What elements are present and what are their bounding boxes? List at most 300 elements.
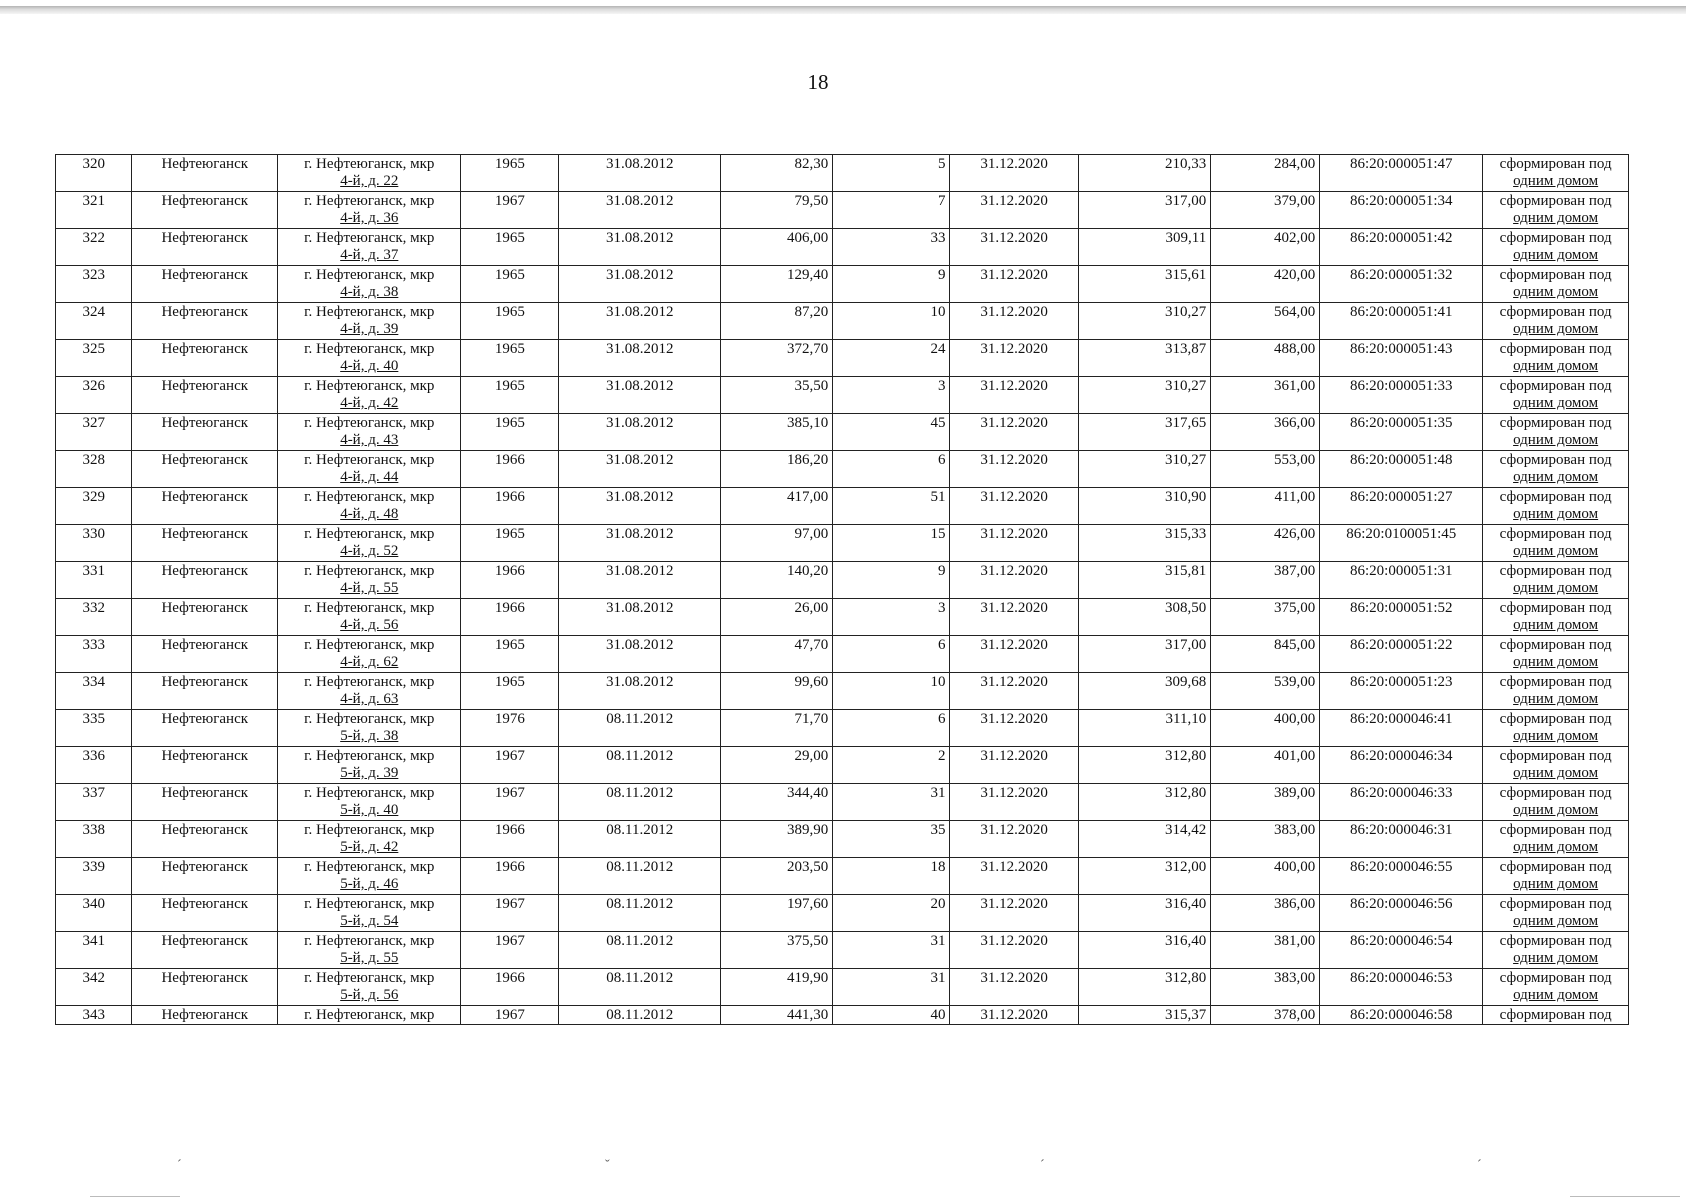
- cell-value-b: [1211, 340, 1320, 377]
- cell-area: [721, 562, 833, 599]
- cell-value-a: [1078, 303, 1210, 340]
- cell-address-line: 4-й, д. 63: [340, 691, 399, 707]
- cell-status-line: одним домом: [1513, 728, 1599, 744]
- cell-value-b: [1211, 1006, 1320, 1025]
- cell-area-line: 186,20: [787, 452, 829, 468]
- cell-cadastral-line: 86:20:000051:34: [1349, 193, 1453, 209]
- cell-number: [56, 340, 132, 377]
- cell-cadastral-line: 86:20:000051:33: [1349, 378, 1453, 394]
- cell-value-a: [1078, 636, 1210, 673]
- cell-city-line: Нефтеюганск: [161, 1007, 249, 1023]
- cell-date-line: 31.08.2012: [605, 415, 674, 431]
- cell-area-line: 79,50: [794, 193, 829, 209]
- cell-count: [833, 969, 950, 1006]
- cell-value-b: [1211, 562, 1320, 599]
- cell-deadline-line: 31.12.2020: [980, 452, 1048, 468]
- cell-year: [461, 229, 559, 266]
- cell-count-line: 6: [937, 711, 946, 727]
- cell-cadastral: [1320, 784, 1483, 821]
- cell-count-line: 9: [937, 563, 946, 579]
- cell-status-line: сформирован под: [1499, 489, 1612, 505]
- cell-cadastral-line: 86:20:0100051:45: [1346, 526, 1457, 542]
- cell-status-line: одним домом: [1513, 654, 1599, 670]
- cell-address-line: г. Нефтеюганск, мкр: [304, 415, 435, 431]
- cell-city-line: Нефтеюганск: [161, 489, 249, 505]
- cell-city-line: Нефтеюганск: [161, 378, 249, 394]
- cell-value-b-line: 383,00: [1274, 822, 1316, 838]
- cell-date: [559, 969, 721, 1006]
- cell-address-line: 4-й, д. 38: [340, 284, 399, 300]
- cell-value-a: [1078, 451, 1210, 488]
- cell-number: [56, 821, 132, 858]
- cell-value-b: [1211, 525, 1320, 562]
- cell-number-line: 341: [82, 933, 105, 949]
- cell-area: [721, 932, 833, 969]
- cell-area: [721, 192, 833, 229]
- cell-address: [278, 747, 461, 784]
- cell-value-a-line: 308,50: [1165, 600, 1207, 616]
- cell-number-line: 343: [82, 1007, 105, 1023]
- cell-status: [1483, 266, 1629, 303]
- cell-value-b-line: 386,00: [1274, 896, 1316, 912]
- cell-deadline-line: 31.12.2020: [980, 933, 1048, 949]
- cell-count-line: 10: [930, 304, 946, 320]
- cell-value-a-line: 310,90: [1165, 489, 1207, 505]
- cell-status-line: одним домом: [1513, 432, 1599, 448]
- cell-date-line: 08.11.2012: [606, 785, 674, 801]
- cell-city-line: Нефтеюганск: [161, 896, 249, 912]
- cell-cadastral: [1320, 932, 1483, 969]
- cell-status-line: сформирован под: [1499, 785, 1612, 801]
- cell-address-line: 4-й, д. 44: [340, 469, 399, 485]
- cell-number: [56, 932, 132, 969]
- table-body: [56, 155, 1629, 1025]
- cell-value-a: [1078, 377, 1210, 414]
- cell-year-line: 1966: [494, 859, 525, 875]
- cell-address: [278, 895, 461, 932]
- cell-date: [559, 821, 721, 858]
- cell-cadastral: [1320, 377, 1483, 414]
- cell-number-line: 320: [82, 156, 105, 172]
- cell-count-line: 6: [937, 452, 946, 468]
- cell-address-line: 4-й, д. 62: [340, 654, 399, 670]
- cell-year-line: 1966: [494, 822, 525, 838]
- cell-status-line: сформирован под: [1499, 748, 1612, 764]
- cell-area-line: 203,50: [787, 859, 829, 875]
- cell-status-line: одним домом: [1513, 987, 1599, 1003]
- cell-value-a: [1078, 673, 1210, 710]
- cell-city: [132, 969, 278, 1006]
- cell-count: [833, 340, 950, 377]
- cell-date: [559, 488, 721, 525]
- cell-count-line: 20: [930, 896, 946, 912]
- cell-city: [132, 710, 278, 747]
- cell-status: [1483, 710, 1629, 747]
- scan-edge: [0, 6, 1686, 14]
- cell-address-line: 5-й, д. 39: [340, 765, 399, 781]
- cell-status-line: одним домом: [1513, 876, 1599, 892]
- cell-deadline: [950, 932, 1078, 969]
- cell-address-line: г. Нефтеюганск, мкр: [304, 896, 435, 912]
- cell-value-a: [1078, 1006, 1210, 1025]
- cell-count: [833, 636, 950, 673]
- cell-date: [559, 192, 721, 229]
- cell-year: [461, 155, 559, 192]
- cell-number-line: 329: [82, 489, 105, 505]
- cell-value-a: [1078, 155, 1210, 192]
- cell-status: [1483, 747, 1629, 784]
- cell-status-line: одним домом: [1513, 839, 1599, 855]
- cell-value-b: [1211, 895, 1320, 932]
- cell-address-line: г. Нефтеюганск, мкр: [304, 859, 435, 875]
- cell-city: [132, 488, 278, 525]
- cell-count: [833, 414, 950, 451]
- cell-status: [1483, 969, 1629, 1006]
- cell-count-line: 10: [930, 674, 946, 690]
- cell-status: [1483, 895, 1629, 932]
- cell-year: [461, 303, 559, 340]
- cell-date: [559, 377, 721, 414]
- cell-status: [1483, 451, 1629, 488]
- cell-area: [721, 414, 833, 451]
- cell-count-line: 7: [937, 193, 946, 209]
- cell-date: [559, 266, 721, 303]
- cell-value-a-line: 313,87: [1165, 341, 1207, 357]
- cell-number-line: 328: [82, 452, 105, 468]
- cell-deadline-line: 31.12.2020: [980, 859, 1048, 875]
- cell-deadline-line: 31.12.2020: [980, 785, 1048, 801]
- cell-year-line: 1965: [494, 230, 525, 246]
- cell-area: [721, 525, 833, 562]
- cell-cadastral: [1320, 636, 1483, 673]
- cell-status-line: одним домом: [1513, 210, 1599, 226]
- cell-value-a: [1078, 488, 1210, 525]
- cell-value-b-line: 361,00: [1274, 378, 1316, 394]
- cell-area: [721, 340, 833, 377]
- cell-area-line: 197,60: [787, 896, 829, 912]
- cell-area-line: 129,40: [787, 267, 829, 283]
- cell-status-line: сформирован под: [1499, 711, 1612, 727]
- cell-number-line: 327: [82, 415, 105, 431]
- cell-number-line: 335: [82, 711, 105, 727]
- cell-count-line: 3: [937, 378, 946, 394]
- cell-number-line: 339: [82, 859, 105, 875]
- cell-value-b-line: 553,00: [1274, 452, 1316, 468]
- cell-year: [461, 525, 559, 562]
- cell-status-line: сформирован под: [1499, 859, 1612, 875]
- cell-address-line: г. Нефтеюганск, мкр: [304, 563, 435, 579]
- cell-count-line: 3: [937, 600, 946, 616]
- table-row: [56, 969, 1629, 1006]
- cell-count-line: 15: [930, 526, 946, 542]
- cell-status-line: сформирован под: [1499, 230, 1612, 246]
- cell-deadline: [950, 747, 1078, 784]
- cell-status-line: сформирован под: [1499, 193, 1612, 209]
- cell-cadastral: [1320, 303, 1483, 340]
- cell-cadastral: [1320, 599, 1483, 636]
- cell-deadline-line: 31.12.2020: [980, 674, 1048, 690]
- cell-address-line: 5-й, д. 38: [340, 728, 399, 744]
- cell-number: [56, 784, 132, 821]
- table-row: [56, 377, 1629, 414]
- cell-number: [56, 636, 132, 673]
- cell-value-a: [1078, 192, 1210, 229]
- cell-value-b: [1211, 451, 1320, 488]
- cell-city-line: Нефтеюганск: [161, 674, 249, 690]
- cell-area: [721, 377, 833, 414]
- cell-number: [56, 525, 132, 562]
- table-row: [56, 1006, 1629, 1025]
- cell-number-line: 333: [82, 637, 105, 653]
- cell-count: [833, 155, 950, 192]
- cell-address: [278, 932, 461, 969]
- cell-address: [278, 340, 461, 377]
- cell-date-line: 08.11.2012: [606, 896, 674, 912]
- cell-count-line: 24: [930, 341, 946, 357]
- cell-city-line: Нефтеюганск: [161, 304, 249, 320]
- cell-value-b: [1211, 266, 1320, 303]
- cell-count: [833, 710, 950, 747]
- cell-city-line: Нефтеюганск: [161, 637, 249, 653]
- cell-address: [278, 562, 461, 599]
- cell-number: [56, 1006, 132, 1025]
- cell-deadline: [950, 636, 1078, 673]
- cell-year: [461, 451, 559, 488]
- cell-value-b: [1211, 414, 1320, 451]
- cell-date: [559, 451, 721, 488]
- cell-date-line: 31.08.2012: [605, 489, 674, 505]
- cell-city-line: Нефтеюганск: [161, 452, 249, 468]
- cell-status-line: сформирован под: [1499, 304, 1612, 320]
- cell-deadline-line: 31.12.2020: [980, 267, 1048, 283]
- cell-address-line: г. Нефтеюганск, мкр: [304, 933, 435, 949]
- table-row: [56, 303, 1629, 340]
- cell-number: [56, 858, 132, 895]
- cell-value-a-line: 315,81: [1165, 563, 1207, 579]
- cell-address-line: г. Нефтеюганск, мкр: [304, 785, 435, 801]
- cell-number-line: 337: [82, 785, 105, 801]
- cell-number-line: 338: [82, 822, 105, 838]
- cell-address-line: г. Нефтеюганск, мкр: [304, 674, 435, 690]
- cell-cadastral-line: 86:20:000051:35: [1349, 415, 1453, 431]
- cell-deadline: [950, 229, 1078, 266]
- cell-address-line: г. Нефтеюганск, мкр: [304, 193, 435, 209]
- cell-city-line: Нефтеюганск: [161, 600, 249, 616]
- cell-area: [721, 858, 833, 895]
- cell-value-b-line: 375,00: [1274, 600, 1316, 616]
- cell-address: [278, 969, 461, 1006]
- cell-value-a-line: 311,10: [1165, 711, 1207, 727]
- cell-area-line: 99,60: [794, 674, 829, 690]
- cell-cadastral: [1320, 858, 1483, 895]
- cell-status: [1483, 229, 1629, 266]
- cell-year: [461, 784, 559, 821]
- cell-cadastral-line: 86:20:000051:47: [1349, 156, 1453, 172]
- cell-deadline: [950, 266, 1078, 303]
- table-row: [56, 414, 1629, 451]
- cell-year-line: 1967: [494, 785, 525, 801]
- cell-area-line: 87,20: [794, 304, 829, 320]
- cell-status-line: одним домом: [1513, 580, 1599, 596]
- cell-city: [132, 784, 278, 821]
- cell-count-line: 5: [937, 156, 946, 172]
- cell-address-line: г. Нефтеюганск, мкр: [304, 711, 435, 727]
- cell-count: [833, 377, 950, 414]
- cell-city: [132, 303, 278, 340]
- cell-area-line: 26,00: [794, 600, 829, 616]
- cell-address-line: 4-й, д. 37: [340, 247, 399, 263]
- cell-date-line: 08.11.2012: [606, 711, 674, 727]
- cell-value-b: [1211, 303, 1320, 340]
- cell-cadastral: [1320, 747, 1483, 784]
- cell-value-a-line: 315,61: [1165, 267, 1207, 283]
- cell-value-a-line: 310,27: [1165, 304, 1207, 320]
- cell-value-b: [1211, 784, 1320, 821]
- cell-area: [721, 673, 833, 710]
- cell-cadastral: [1320, 562, 1483, 599]
- cell-value-b: [1211, 710, 1320, 747]
- table-row: [56, 340, 1629, 377]
- cell-deadline: [950, 340, 1078, 377]
- cell-status: [1483, 377, 1629, 414]
- cell-value-a-line: 317,00: [1165, 193, 1207, 209]
- cell-address-line: 4-й, д. 56: [340, 617, 399, 633]
- cell-number: [56, 895, 132, 932]
- cell-count: [833, 192, 950, 229]
- cell-city: [132, 895, 278, 932]
- cell-status-line: одним домом: [1513, 765, 1599, 781]
- cell-count: [833, 488, 950, 525]
- cell-city: [132, 229, 278, 266]
- cell-year-line: 1966: [494, 600, 525, 616]
- cell-cadastral-line: 86:20:000046:34: [1349, 748, 1453, 764]
- cell-city: [132, 525, 278, 562]
- cell-cadastral: [1320, 710, 1483, 747]
- cell-status-line: одним домом: [1513, 395, 1599, 411]
- cell-city-line: Нефтеюганск: [161, 563, 249, 579]
- cell-date: [559, 562, 721, 599]
- cell-year-line: 1967: [494, 1007, 525, 1023]
- cell-year: [461, 340, 559, 377]
- cell-value-b: [1211, 488, 1320, 525]
- cell-year-line: 1967: [494, 748, 525, 764]
- cell-cadastral: [1320, 266, 1483, 303]
- cell-date-line: 08.11.2012: [606, 822, 674, 838]
- cell-deadline-line: 31.12.2020: [980, 193, 1048, 209]
- cell-cadastral: [1320, 155, 1483, 192]
- cell-value-b-line: 379,00: [1274, 193, 1316, 209]
- cell-area: [721, 784, 833, 821]
- cell-value-a-line: 309,11: [1165, 230, 1207, 246]
- cell-value-a-line: 316,40: [1165, 896, 1207, 912]
- cell-address-line: 5-й, д. 42: [340, 839, 399, 855]
- cell-area-line: 344,40: [787, 785, 829, 801]
- cell-address: [278, 377, 461, 414]
- cell-city-line: Нефтеюганск: [161, 267, 249, 283]
- cell-status: [1483, 784, 1629, 821]
- cell-cadastral: [1320, 673, 1483, 710]
- cell-value-b: [1211, 229, 1320, 266]
- cell-count: [833, 895, 950, 932]
- cell-value-b: [1211, 673, 1320, 710]
- cell-address: [278, 673, 461, 710]
- cell-cadastral-line: 86:20:000046:53: [1349, 970, 1453, 986]
- cell-year: [461, 192, 559, 229]
- cell-address-line: 4-й, д. 42: [340, 395, 399, 411]
- cell-year: [461, 710, 559, 747]
- cell-status-line: одним домом: [1513, 469, 1599, 485]
- cell-value-a: [1078, 932, 1210, 969]
- cell-value-b-line: 378,00: [1274, 1007, 1316, 1023]
- cell-value-a-line: 312,80: [1165, 748, 1207, 764]
- table-row: [56, 192, 1629, 229]
- cell-number: [56, 599, 132, 636]
- cell-address: [278, 192, 461, 229]
- cell-date-line: 08.11.2012: [606, 933, 674, 949]
- table-row: [56, 562, 1629, 599]
- cell-year: [461, 599, 559, 636]
- cell-status-line: одним домом: [1513, 506, 1599, 522]
- cell-city-line: Нефтеюганск: [161, 415, 249, 431]
- cell-address: [278, 599, 461, 636]
- cell-date: [559, 525, 721, 562]
- cell-deadline-line: 31.12.2020: [980, 600, 1048, 616]
- cell-address: [278, 488, 461, 525]
- cell-count: [833, 932, 950, 969]
- cell-date: [559, 932, 721, 969]
- table-row: [56, 636, 1629, 673]
- cell-date-line: 08.11.2012: [606, 748, 674, 764]
- cell-address-line: 5-й, д. 55: [340, 950, 399, 966]
- cell-status-line: сформирован под: [1499, 600, 1612, 616]
- cell-number-line: 321: [82, 193, 105, 209]
- cell-number: [56, 488, 132, 525]
- cell-number: [56, 303, 132, 340]
- cell-cadastral-line: 86:20:000051:23: [1349, 674, 1453, 690]
- cell-date: [559, 1006, 721, 1025]
- cell-city-line: Нефтеюганск: [161, 970, 249, 986]
- cell-city-line: Нефтеюганск: [161, 193, 249, 209]
- cell-deadline: [950, 784, 1078, 821]
- cell-number: [56, 710, 132, 747]
- cell-status: [1483, 636, 1629, 673]
- cell-number-line: 342: [82, 970, 105, 986]
- cell-number-line: 334: [82, 674, 105, 690]
- cell-city: [132, 821, 278, 858]
- table-row: [56, 229, 1629, 266]
- cell-number: [56, 266, 132, 303]
- cell-cadastral-line: 86:20:000051:48: [1349, 452, 1453, 468]
- cell-date-line: 31.08.2012: [605, 600, 674, 616]
- table-row: [56, 747, 1629, 784]
- cell-status: [1483, 673, 1629, 710]
- cell-value-a-line: 309,68: [1165, 674, 1207, 690]
- cell-date-line: 31.08.2012: [605, 267, 674, 283]
- cell-address-line: 4-й, д. 55: [340, 580, 399, 596]
- cell-status: [1483, 1006, 1629, 1025]
- cell-deadline: [950, 562, 1078, 599]
- cell-status-line: одним домом: [1513, 358, 1599, 374]
- cell-city: [132, 155, 278, 192]
- cell-count: [833, 599, 950, 636]
- cell-cadastral-line: 86:20:000051:27: [1349, 489, 1453, 505]
- cell-city-line: Нефтеюганск: [161, 785, 249, 801]
- cell-year-line: 1967: [494, 193, 525, 209]
- page-number: 18: [807, 70, 829, 94]
- cell-status-line: сформирован под: [1499, 415, 1612, 431]
- cell-city: [132, 340, 278, 377]
- cell-city: [132, 451, 278, 488]
